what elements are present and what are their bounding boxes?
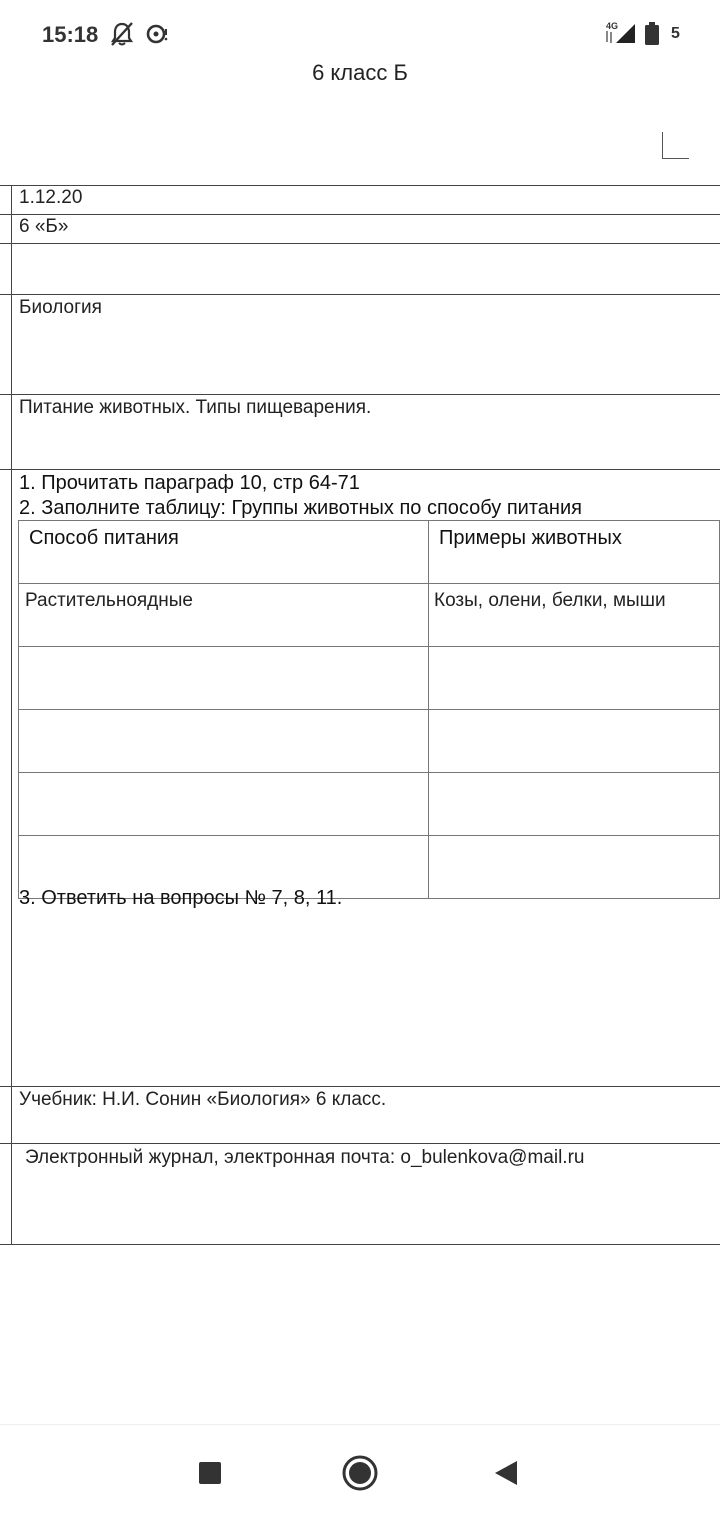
home-circle-icon[interactable]	[337, 1450, 383, 1501]
contact-cell: Электронный журнал, электронная почта: o_bulenkova@mail.ru	[25, 1147, 585, 1168]
back-triangle-icon[interactable]	[486, 1453, 526, 1498]
class-cell: 6 «Б»	[19, 216, 69, 237]
row-divider	[0, 469, 720, 470]
status-bar	[0, 0, 720, 60]
row-divider	[0, 1244, 720, 1245]
row-divider	[0, 394, 720, 395]
table-cell	[19, 710, 429, 773]
row-divider	[0, 185, 720, 186]
table-cell	[19, 647, 429, 710]
table-cell	[429, 647, 720, 710]
document-title: 6 класс Б	[312, 60, 408, 85]
table-header-feeding-method: Способ питания	[19, 521, 429, 584]
table-row	[19, 710, 720, 773]
textbook-cell: Учебник: Н.И. Сонин «Биология» 6 класс.	[19, 1089, 387, 1110]
row-divider	[0, 243, 720, 244]
table-row	[19, 773, 720, 836]
data-arrows-icon	[604, 30, 614, 49]
table-cell	[429, 836, 720, 899]
table-cell: Растительноядные	[19, 584, 429, 647]
row-divider	[0, 1086, 720, 1087]
vpn-key-icon	[144, 20, 172, 53]
bell-off-icon	[108, 20, 136, 53]
table-header-examples: Примеры животных	[429, 521, 720, 584]
table-row	[19, 647, 720, 710]
table-cell	[19, 773, 429, 836]
status-time: 15:18	[42, 22, 99, 47]
row-divider	[0, 214, 720, 215]
task-2: 2. Заполните таблицу: Группы животных по способу питания	[19, 497, 582, 519]
table-cell	[429, 773, 720, 836]
task-1: 1. Прочитать параграф 10, стр 64-71	[19, 472, 360, 494]
row-divider	[0, 294, 720, 295]
battery-icon	[644, 22, 660, 51]
row-divider	[0, 1143, 720, 1144]
topic-cell: Питание животных. Типы пищеварения.	[19, 397, 372, 418]
table-cell: Козы, олени, белки, мыши	[429, 584, 720, 647]
recents-square-icon[interactable]	[190, 1453, 230, 1498]
table-row	[19, 584, 720, 647]
navigation-bar	[0, 1424, 720, 1521]
task-3: 3. Ответить на вопросы № 7, 8, 11.	[19, 887, 343, 909]
date-cell: 1.12.20	[19, 187, 83, 208]
table-cell	[429, 710, 720, 773]
battery-level: 5	[671, 25, 680, 42]
signal-icon	[614, 22, 636, 49]
page-corner-mark	[662, 132, 689, 159]
feeding-groups-table	[18, 520, 720, 899]
subject-cell: Биология	[19, 297, 102, 318]
table-header-row	[19, 521, 720, 584]
network-type-label: 4G	[606, 21, 619, 31]
